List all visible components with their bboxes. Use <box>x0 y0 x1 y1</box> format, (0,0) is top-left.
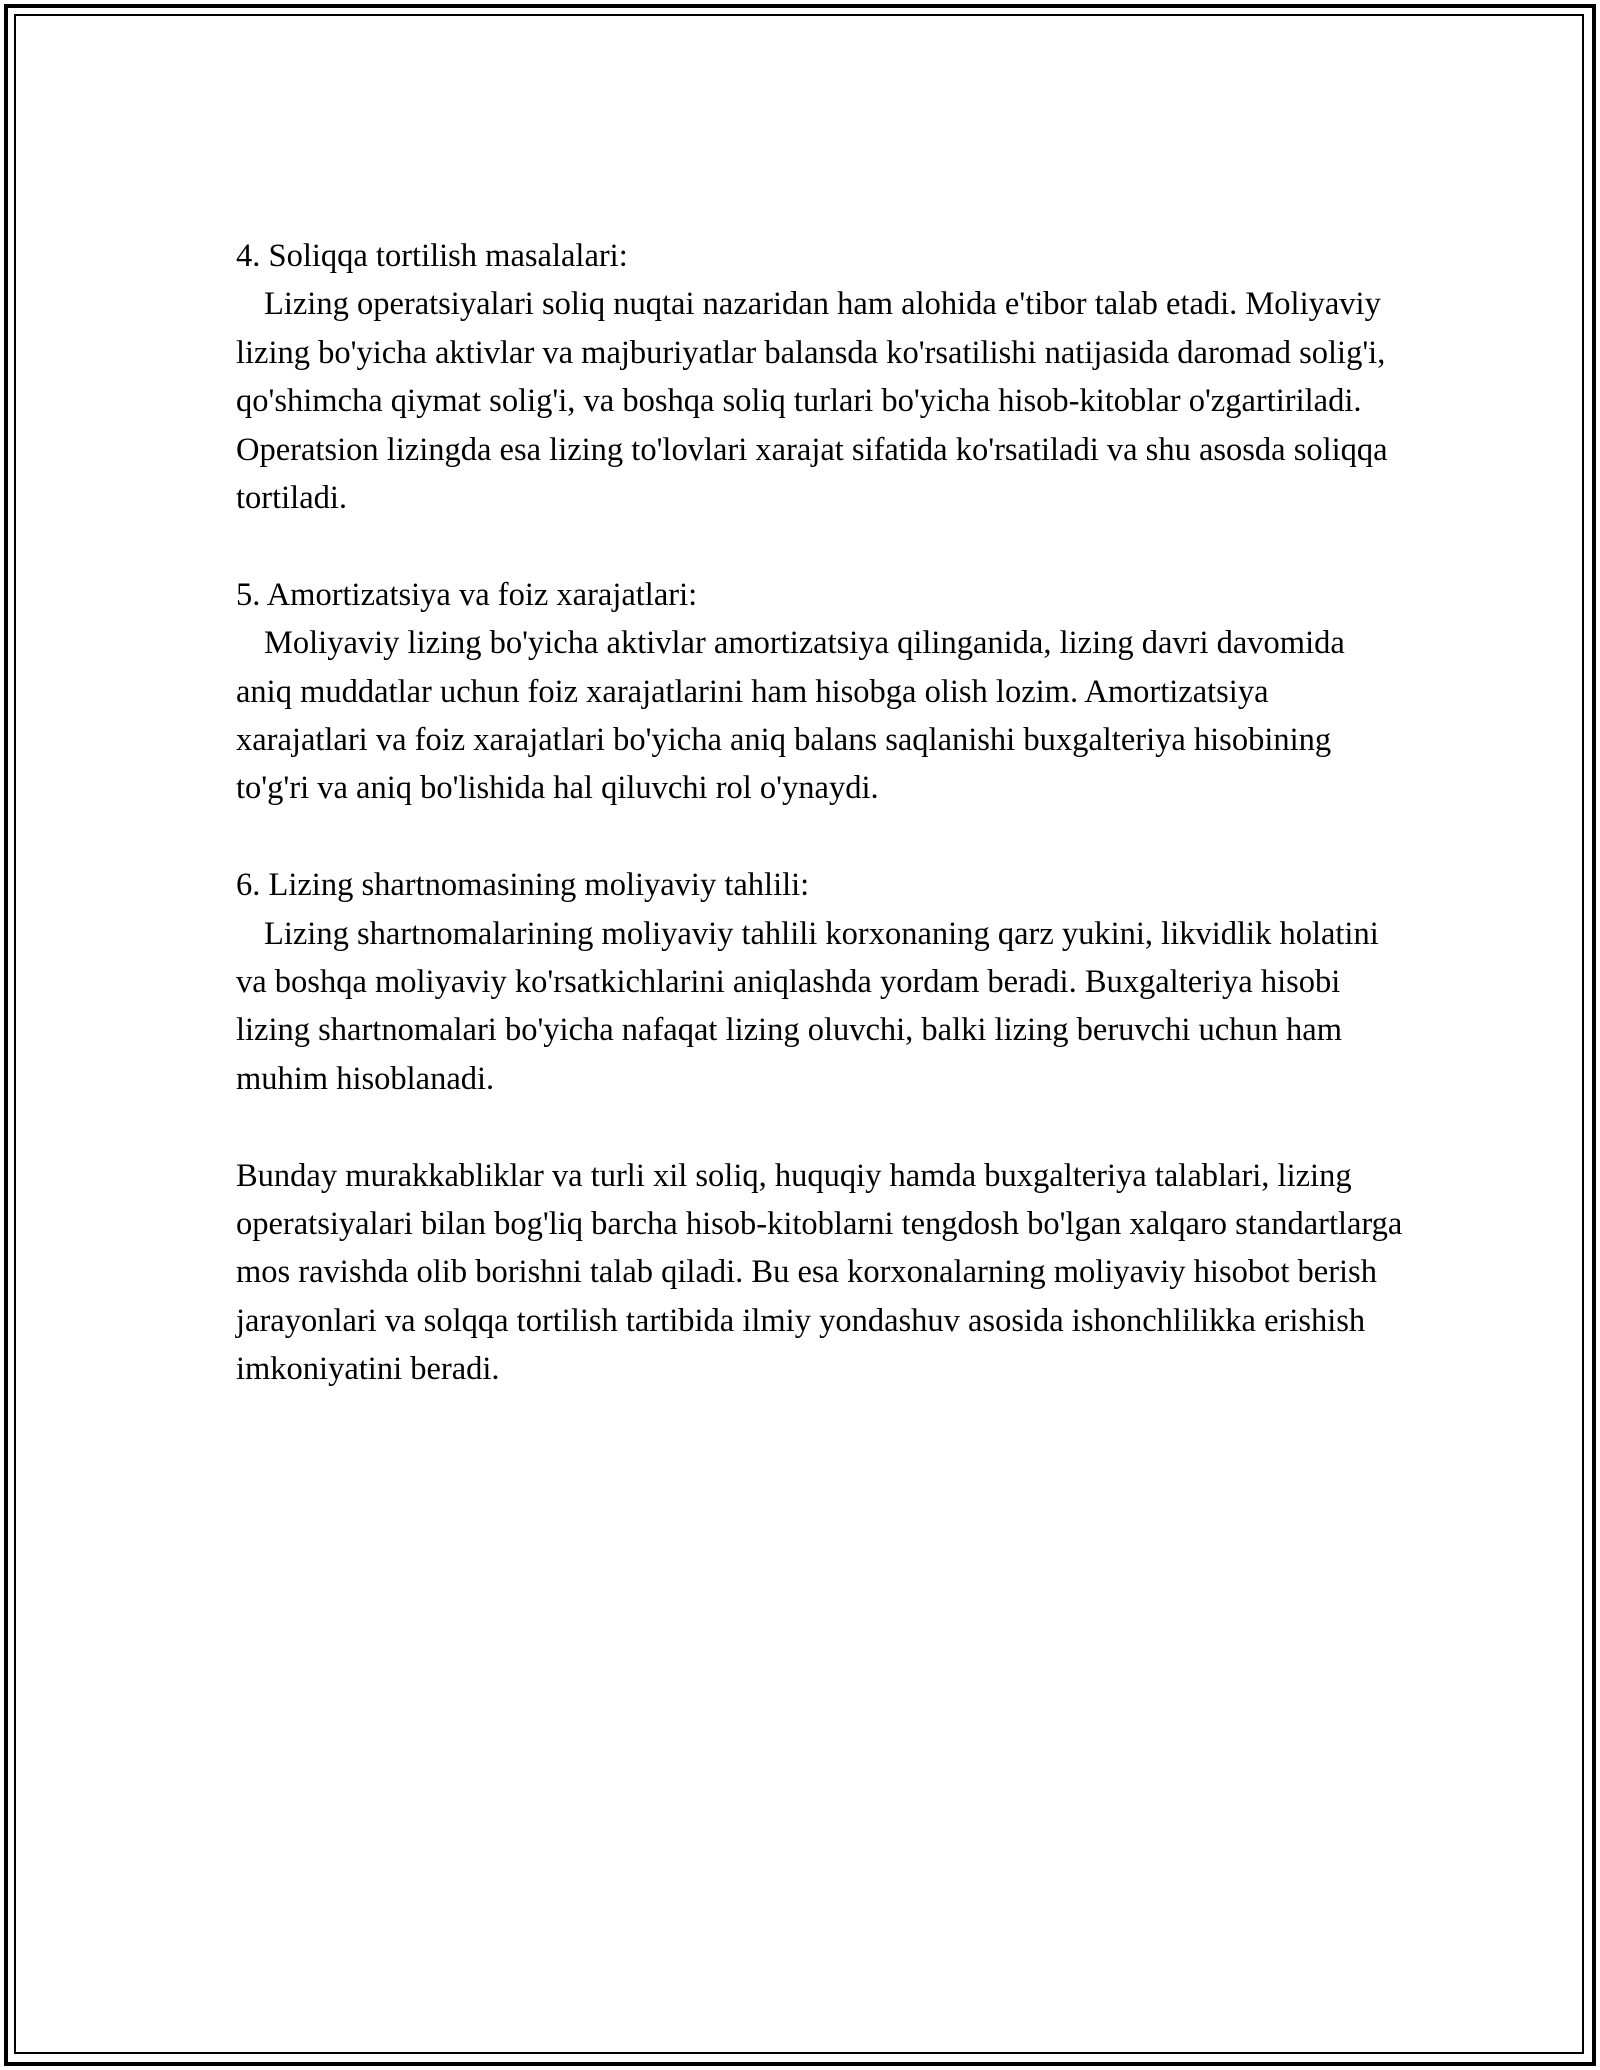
section-heading: 5. Amortizatsiya va foiz xarajatlari: <box>236 576 698 613</box>
section-paragraph: Moliyaviy lizing bo'yicha aktivlar amortizatsiya qilinganida, lizing davri davomida aniq muddatlar uchun foiz xarajatlarini ham hisobga olish lozim. Amortizatsiya xarajatlari va foiz xarajatlari bo'yicha aniq balans saqlanishi buxgalteriya hisobining to'g'ri va aniq bo'lishida hal qiluvchi rol o'ynaydi. <box>236 625 1345 807</box>
section-heading: 4. Soliqqa tortilish masalalari: <box>236 238 628 274</box>
closing-paragraph: Bunday murakkabliklar va turli xil soliq, huquqiy hamda buxgalteriya talablari, lizing operatsiyalari bilan bog'liq barcha hisob-kitoblarni tengdosh bo'lgan xalqaro standartlarga mos ravishda olib borishni talab qiladi. Bu esa korxonalarning moliyaviy hisobot berish jarayonlari va solqqa tortilish tartibida ilmiy yondashuv asosida ishonchlilikka erishish imkoniyatini beradi. <box>236 1157 1403 1388</box>
document-body <box>236 232 1406 1394</box>
section-paragraph: Lizing shartnomalarining moliyaviy tahlili korxonaning qarz yukini, likvidlik holatini va boshqa moliyaviy ko'rsatkichlarini aniqlashda yordam beradi. Buxgalteriya hisobi lizing shartnomalari bo'yicha nafaqat lizing oluvchi, balki lizing beruvchi uchun ham muhim hisoblanadi. <box>236 915 1379 1097</box>
section-financial-analysis <box>236 861 1406 1103</box>
section-amortization <box>236 571 1406 813</box>
section-paragraph: Lizing operatsiyalari soliq nuqtai nazaridan ham alohida e'tibor talab etadi. Moliyaviy lizing bo'yicha aktivlar va majburiyatlar balansda ko'rsatilishi natijasida daromad solig'i, qo'shimcha qiymat solig'i, va boshqa soliq turlari bo'yicha hisob-kitoblar o'zgartiriladi. Operatsion lizingda esa lizing to'lovlari xarajat sifatida ko'rsatiladi va shu asosda soliqqa tortiladi. <box>236 286 1388 517</box>
section-heading: 6. Lizing shartnomasining moliyaviy tahlili: <box>236 867 810 904</box>
section-tax-issues <box>236 232 1406 522</box>
